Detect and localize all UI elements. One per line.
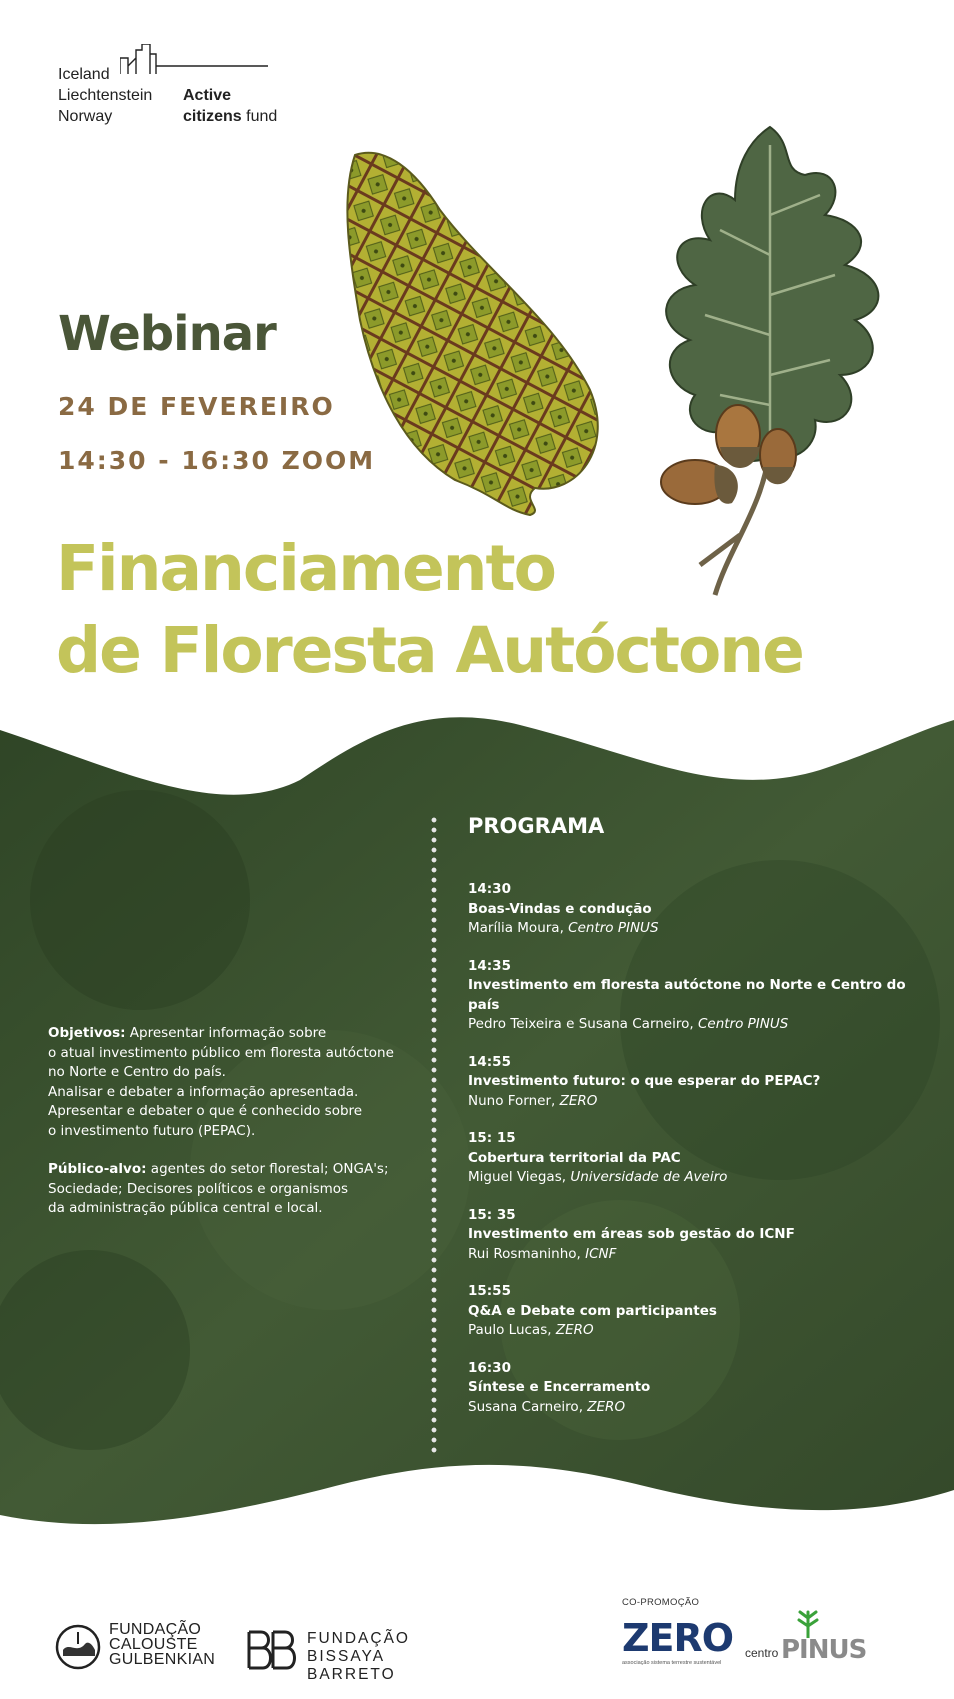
program-title: Q&A e Debate com participantes bbox=[468, 1302, 717, 1319]
gulbenkian-wordmark bbox=[109, 1622, 215, 1667]
active-citizens-fund bbox=[183, 85, 277, 127]
speaker-name: Miguel Viegas, bbox=[468, 1169, 571, 1185]
bb-monogram-icon bbox=[245, 1630, 299, 1670]
program-speaker bbox=[468, 920, 659, 936]
speaker-org: Universidade de Aveiro bbox=[570, 1169, 728, 1185]
event-title-line2: de Floresta Autóctone bbox=[56, 614, 803, 687]
zero-wordmark: ZERO bbox=[622, 1616, 734, 1660]
gulbenkian-line: FUNDAÇÃO bbox=[109, 1621, 202, 1638]
program-time: 14:55 bbox=[468, 1053, 511, 1070]
fund-line2 bbox=[183, 108, 277, 125]
program-item bbox=[468, 1359, 938, 1418]
program-item bbox=[468, 1129, 938, 1188]
program-speaker bbox=[468, 1399, 625, 1415]
program-item bbox=[468, 1282, 938, 1341]
audience-label: Público-alvo: bbox=[48, 1161, 147, 1177]
program-title: Boas-Vindas e condução bbox=[468, 900, 652, 917]
objectives-line: o investimento futuro (PEPAC). bbox=[48, 1122, 256, 1139]
program-title: Investimento em áreas sob gestão do ICNF bbox=[468, 1226, 795, 1242]
fund-line2-bold: citizens bbox=[183, 108, 242, 125]
objectives-line: o atual investimento público em floresta autóctone bbox=[48, 1044, 394, 1061]
program-speaker bbox=[468, 1093, 597, 1109]
program-time: 15:55 bbox=[468, 1283, 511, 1299]
program-time: 14:30 bbox=[468, 881, 511, 897]
speaker-name: Paulo Lucas, bbox=[468, 1322, 556, 1338]
program-title: Investimento em floresta autóctone no Norte e Centro do país bbox=[468, 977, 906, 1013]
program-item bbox=[468, 957, 938, 1035]
program-time: 16:30 bbox=[468, 1359, 511, 1376]
eea-grants-logo bbox=[58, 44, 288, 124]
event-title-line1: Financiamento bbox=[56, 532, 555, 605]
gulbenkian-logo bbox=[55, 1622, 225, 1674]
program-title: Síntese e Encerramento bbox=[468, 1379, 651, 1395]
objectives-line: no Norte e Centro do país. bbox=[48, 1064, 226, 1080]
copromotion-label: CO-PROMOÇÃO bbox=[622, 1597, 700, 1608]
gulbenkian-line: GULBENKIAN bbox=[109, 1651, 216, 1668]
speaker-org: Centro PINUS bbox=[568, 920, 659, 936]
objectives-line: Apresentar e debater o que é conhecido sobre bbox=[48, 1103, 363, 1119]
bissaya-line: FUNDAÇÃO bbox=[307, 1630, 410, 1647]
dotted-divider bbox=[431, 815, 437, 1455]
speaker-org: ZERO bbox=[555, 1322, 594, 1338]
speaker-org: ZERO bbox=[587, 1398, 626, 1415]
program-speaker bbox=[468, 1169, 727, 1185]
speaker-org: Centro PINUS bbox=[697, 1016, 789, 1032]
pinus-wordmark: PINUS bbox=[781, 1635, 867, 1665]
gulbenkian-line: CALOUSTE bbox=[109, 1636, 198, 1653]
event-time: 14:30 - 16:30 ZOOM bbox=[58, 446, 376, 475]
audience-paragraph bbox=[48, 1160, 408, 1219]
bissaya-barreto-logo bbox=[245, 1628, 475, 1683]
program-item bbox=[468, 1053, 938, 1112]
speaker-name: Susana Carneiro, bbox=[468, 1398, 588, 1415]
centro-pinus-logo bbox=[745, 1620, 865, 1680]
speaker-org: ICNF bbox=[585, 1245, 617, 1262]
speaker-org: ZERO bbox=[559, 1092, 598, 1109]
gulbenkian-emblem-icon bbox=[55, 1624, 101, 1670]
country-iceland: Iceland bbox=[58, 66, 110, 83]
pinecone-illustration bbox=[345, 150, 615, 520]
event-title bbox=[56, 528, 803, 692]
program-list bbox=[468, 880, 938, 1435]
objectives-line: Apresentar informação sobre bbox=[125, 1025, 327, 1041]
speaker-name: Nuno Forner, bbox=[468, 1092, 560, 1109]
program-time: 15: 15 bbox=[468, 1130, 516, 1146]
audience-line: Sociedade; Decisores políticos e organismos bbox=[48, 1180, 349, 1197]
donor-countries bbox=[58, 64, 152, 127]
program-title: Investimento futuro: o que esperar do PEPAC? bbox=[468, 1073, 821, 1089]
fund-line2-rest: fund bbox=[241, 108, 278, 125]
fund-line1: Active bbox=[183, 87, 232, 104]
event-type: Webinar bbox=[58, 306, 276, 362]
zero-tagline: associação sistema terrestre sustentável bbox=[622, 1660, 722, 1666]
pine-sprout-icon bbox=[793, 1608, 823, 1638]
pinus-centro-label: centro bbox=[745, 1646, 779, 1660]
program-speaker bbox=[468, 1246, 616, 1262]
objectives-label: Objetivos: bbox=[48, 1025, 126, 1041]
program-speaker bbox=[468, 1016, 788, 1032]
speaker-name: Marília Moura, bbox=[468, 920, 569, 936]
event-date: 24 DE FEVEREIRO bbox=[58, 392, 335, 421]
country-norway: Norway bbox=[58, 108, 113, 125]
program-time: 14:35 bbox=[468, 957, 511, 974]
objectives-section bbox=[48, 1024, 408, 1238]
speaker-name: Rui Rosmaninho, bbox=[468, 1245, 586, 1262]
zero-logo bbox=[622, 1616, 734, 1676]
country-liechtenstein: Liechtenstein bbox=[58, 87, 153, 104]
program-item bbox=[468, 880, 938, 939]
objectives-paragraph bbox=[48, 1024, 408, 1141]
program-time: 15: 35 bbox=[468, 1206, 516, 1223]
audience-line: agentes do setor florestal; ONGA's; bbox=[146, 1161, 389, 1177]
bissaya-wordmark bbox=[307, 1630, 475, 1684]
bissaya-line: BISSAYA BARRETO bbox=[307, 1648, 396, 1683]
audience-line: da administração pública central e local. bbox=[48, 1200, 323, 1216]
program-item bbox=[468, 1206, 938, 1265]
program-heading: PROGRAMA bbox=[468, 814, 605, 838]
program-title: Cobertura territorial da PAC bbox=[468, 1149, 681, 1166]
speaker-name: Pedro Teixeira e Susana Carneiro, bbox=[468, 1016, 698, 1032]
program-speaker bbox=[468, 1322, 594, 1338]
objectives-line: Analisar e debater a informação apresentada. bbox=[48, 1083, 359, 1100]
